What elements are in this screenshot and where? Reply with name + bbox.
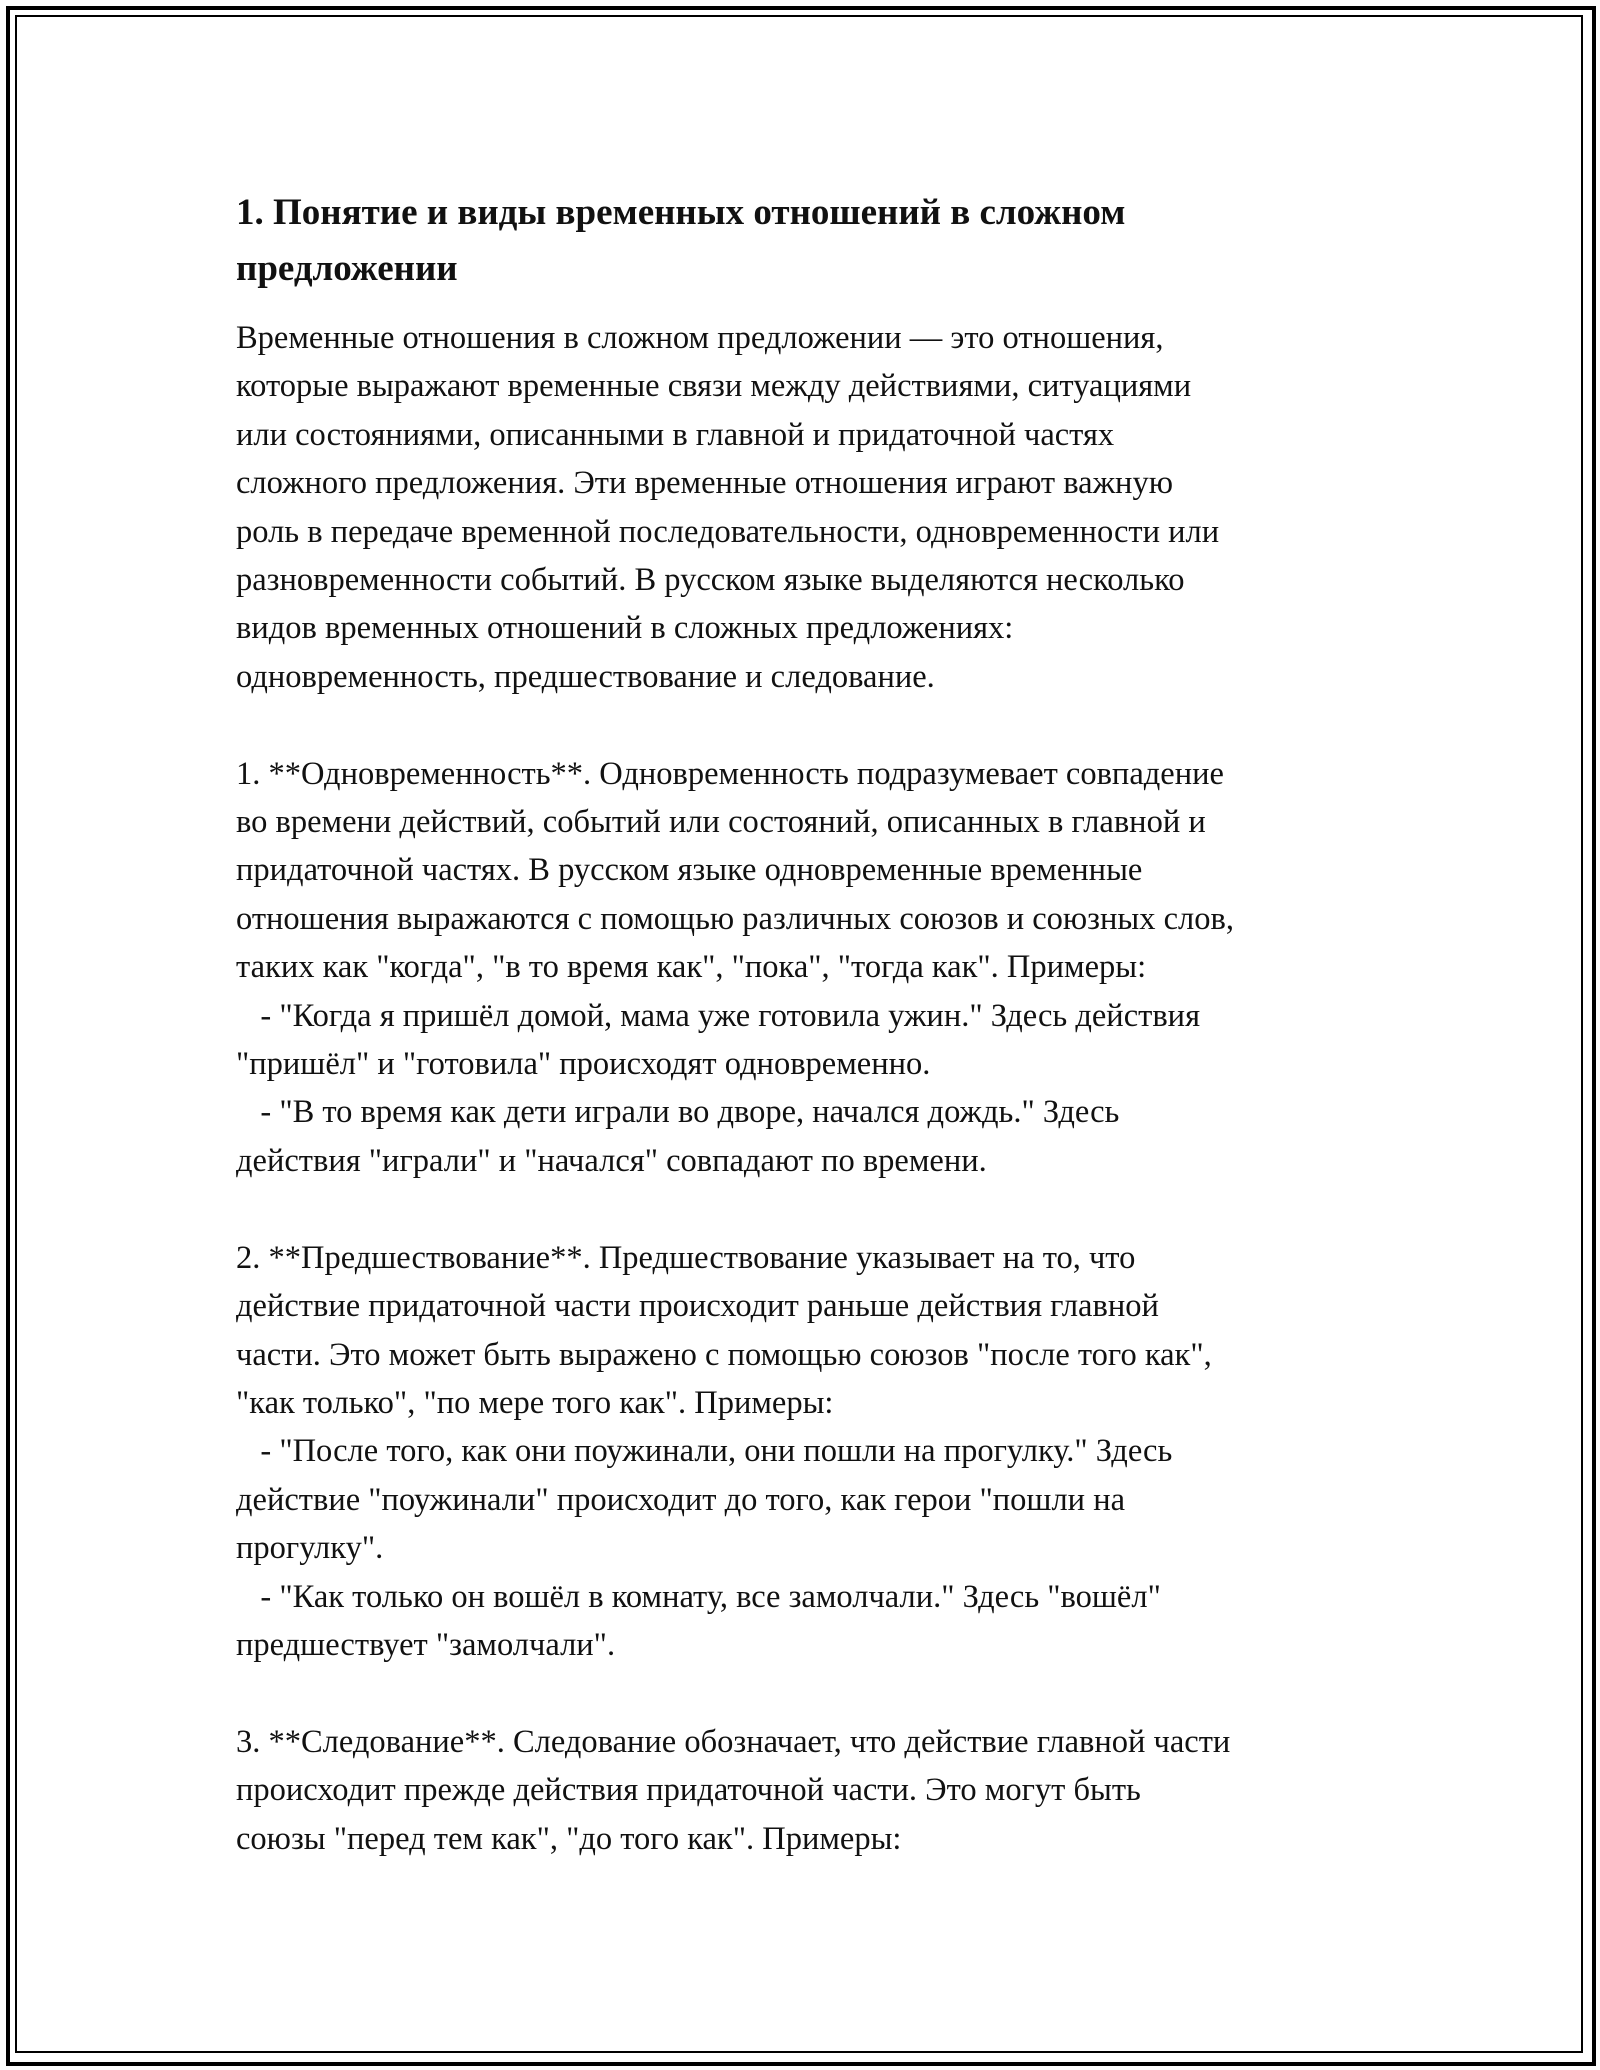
text-line: "как только", "по мере того как". Примеры: [236,1384,834,1421]
text-line: Временные отношения в сложном предложении — это отношения, [236,320,1164,356]
text-line: придаточной частях. В русском языке одновременные временные [236,852,1143,889]
example-line: "пришёл" и "готовила" происходят одновременно. [236,1046,931,1083]
example-line: - "В то время как дети играли во дворе, начался дождь." Здесь [236,1094,1120,1131]
text-line: происходит прежде действия придаточной части. Это могут быть [236,1772,1141,1809]
paragraph-gap [236,1669,1386,1717]
paragraph-gap [236,1185,1386,1233]
example-line: прогулку". [236,1530,384,1567]
text-line: или состояниями, описанными в главной и придаточной частях [236,416,1115,453]
example-line: действие "поужинали" происходит до того, как герои "пошли на [236,1481,1126,1518]
text-line: 3. **Следование**. Следование обозначает, что действие главной части [236,1723,1231,1760]
text-line: одновременность, предшествование и следование. [236,658,935,695]
section-heading [236,185,1386,297]
text-line: действие придаточной части происходит раньше действия главной [236,1288,1159,1325]
text-line: роль в передаче временной последовательности, одновременности или [236,513,1220,550]
example-line: действия "играли" и "начался" совпадают по времени. [236,1142,987,1179]
example-line: - "После того, как они поужинали, они пошли на прогулку." Здесь [236,1433,1173,1470]
example-line: - "Когда я пришёл домой, мама уже готовила ужин." Здесь действия [236,997,1201,1034]
example-line: предшествует "замолчали". [236,1626,616,1663]
heading-line: предложении [236,248,458,289]
text-line: которые выражают временные связи между действиями, ситуациями [236,368,1192,405]
text-line: во времени действий, событий или состояний, описанных в главной и [236,804,1206,841]
example-line: - "Как только он вошёл в комнату, все замолчали." Здесь "вошёл" [236,1578,1161,1615]
heading-line: 1. Понятие и виды временных отношений в сложном [236,192,1126,233]
document-body [236,185,1386,1863]
text-line: сложного предложения. Эти временные отношения играют важную [236,465,1173,502]
paragraph-gap [236,701,1386,749]
simultaneity-paragraph [236,750,1386,1186]
text-line: части. Это может быть выражено с помощью союзов "после того как", [236,1336,1212,1373]
text-line: 2. **Предшествование**. Предшествование указывает на то, что [236,1239,1136,1276]
text-line: видов временных отношений в сложных предложениях: [236,610,1014,647]
text-line: 1. **Одновременность**. Одновременность подразумевает совпадение [236,755,1224,792]
intro-paragraph [236,314,1386,701]
text-line: союзы "перед тем как", "до того как". Примеры: [236,1820,902,1857]
text-line: отношения выражаются с помощью различных союзов и союзных слов, [236,900,1234,937]
succession-paragraph [236,1718,1386,1863]
precedence-paragraph [236,1234,1386,1670]
text-line: разновременности событий. В русском языке выделяются несколько [236,562,1185,599]
text-line: таких как "когда", "в то время как", "пока", "тогда как". Примеры: [236,949,1147,986]
